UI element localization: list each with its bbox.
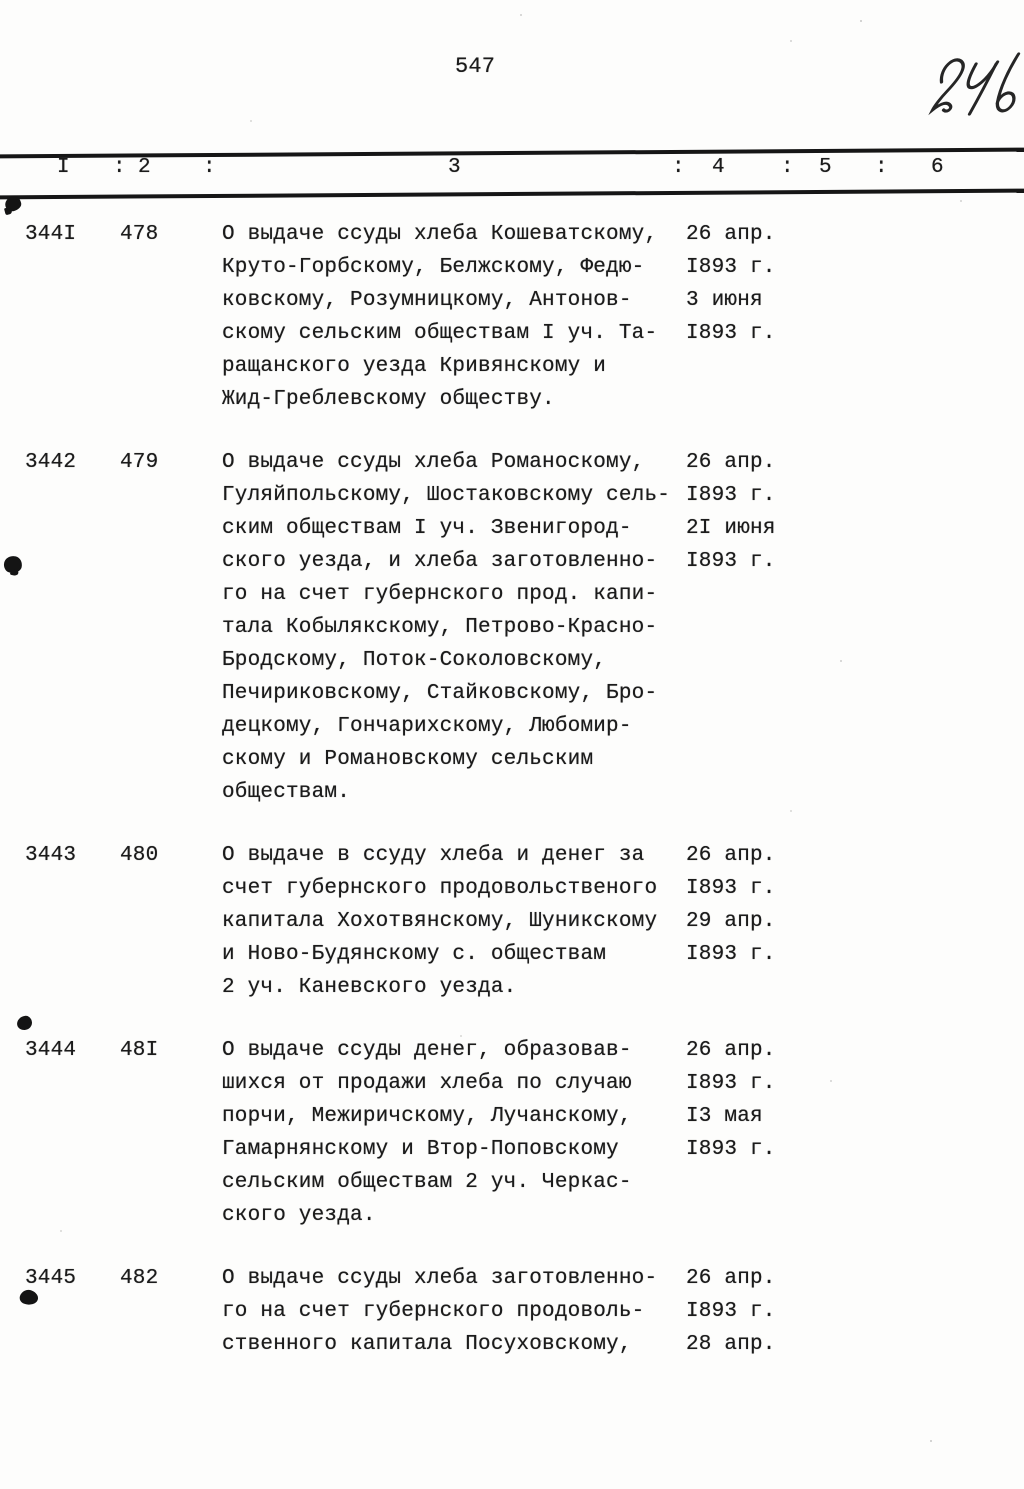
column-header-1: I bbox=[57, 156, 70, 179]
entry-description bbox=[222, 446, 686, 809]
date-line: 26 апр. bbox=[686, 844, 776, 867]
table-row bbox=[0, 1262, 1024, 1361]
column-separator: : bbox=[781, 156, 794, 179]
entry-dates bbox=[686, 839, 1024, 971]
entry-dates bbox=[686, 218, 1024, 350]
entry-description bbox=[222, 1034, 686, 1232]
date-line: 26 апр. bbox=[686, 1267, 776, 1290]
entry-number: 3442 bbox=[25, 451, 77, 474]
description-line: го на счет губернского прод. капи- bbox=[222, 583, 658, 606]
description-line: О выдаче в ссуду хлеба и денег за bbox=[222, 844, 645, 867]
description-line: шихся от продажи хлеба по случаю bbox=[222, 1072, 632, 1095]
entry-number: 3445 bbox=[25, 1267, 77, 1290]
date-line: I893 г. bbox=[686, 484, 776, 507]
header-rule-bottom bbox=[0, 189, 1024, 200]
column-separator: : bbox=[113, 156, 126, 179]
column-separator: : bbox=[875, 156, 888, 179]
column-separator: : bbox=[203, 156, 216, 179]
entry-case-number: 479 bbox=[120, 451, 159, 474]
description-line: Бродскому, Поток-Соколовскому, bbox=[222, 649, 607, 672]
entry-case-number: 482 bbox=[120, 1267, 159, 1290]
column-header-3: 3 bbox=[448, 156, 461, 179]
date-line: 3 июня bbox=[686, 289, 763, 312]
description-line: капитала Хохотвянскому, Шуникскому bbox=[222, 910, 658, 933]
description-line: обществам. bbox=[222, 781, 351, 804]
date-line: I893 г. bbox=[686, 1072, 776, 1095]
description-line: и Ново-Будянскому с. обществам bbox=[222, 943, 607, 966]
column-header-4: 4 bbox=[712, 156, 725, 179]
description-line: Гуляйпольскому, Шостаковскому сель- bbox=[222, 484, 671, 507]
entry-dates bbox=[686, 1262, 1024, 1361]
description-line: ственного капитала Посуховскому, bbox=[222, 1333, 632, 1356]
description-line: счет губернского продовольственого bbox=[222, 877, 658, 900]
description-line: Печириковскому, Стайковскому, Бро- bbox=[222, 682, 658, 705]
description-line: ковскому, Розумницкому, Антонов- bbox=[222, 289, 632, 312]
entry-case-number: 480 bbox=[120, 844, 159, 867]
column-header-6: 6 bbox=[931, 156, 944, 179]
table-row bbox=[0, 446, 1024, 809]
date-line: 26 апр. bbox=[686, 451, 776, 474]
date-line: I893 г. bbox=[686, 943, 776, 966]
entry-case-number: 48I bbox=[120, 1039, 159, 1062]
date-line: I893 г. bbox=[686, 1300, 776, 1323]
folio-246-drawing bbox=[926, 46, 1022, 132]
description-line: 2 уч. Каневского уезда. bbox=[222, 976, 517, 999]
description-line: О выдаче ссуды хлеба Кошеватскому, bbox=[222, 223, 658, 246]
entry-number: 344I bbox=[25, 223, 77, 246]
description-line: Жид-Греблевскому обществу. bbox=[222, 388, 555, 411]
description-line: ским обществам I уч. Звенигород- bbox=[222, 517, 632, 540]
description-line: О выдаче ссуды хлеба Романоскому, bbox=[222, 451, 645, 474]
entry-description bbox=[222, 1262, 686, 1361]
column-header-2: 2 bbox=[138, 156, 151, 179]
handwritten-folio-number bbox=[926, 46, 1022, 132]
entry-dates bbox=[686, 446, 1024, 578]
description-line: О выдаче ссуды денег, образовав- bbox=[222, 1039, 632, 1062]
table-row bbox=[0, 1034, 1024, 1232]
entry-number: 3444 bbox=[25, 1039, 77, 1062]
table-row bbox=[0, 218, 1024, 416]
description-line: скому сельским обществам I уч. Та- bbox=[222, 322, 658, 345]
date-line: 2I июня bbox=[686, 517, 776, 540]
column-header-5: 5 bbox=[819, 156, 832, 179]
table-body bbox=[0, 218, 1024, 1391]
description-line: скому и Романовскому сельским bbox=[222, 748, 594, 771]
description-line: го на счет губернского продоволь- bbox=[222, 1300, 645, 1323]
table-row bbox=[0, 839, 1024, 1004]
table-column-headers bbox=[0, 156, 1024, 190]
date-line: 29 апр. bbox=[686, 910, 776, 933]
date-line: I3 мая bbox=[686, 1105, 763, 1128]
entry-description bbox=[222, 839, 686, 1004]
date-line: I893 г. bbox=[686, 550, 776, 573]
entry-dates bbox=[686, 1034, 1024, 1166]
date-line: 28 апр. bbox=[686, 1333, 776, 1356]
description-line: ского уезда. bbox=[222, 1204, 376, 1227]
entry-number: 3443 bbox=[25, 844, 77, 867]
date-line: I893 г. bbox=[686, 322, 776, 345]
date-line: I893 г. bbox=[686, 1138, 776, 1161]
date-line: I893 г. bbox=[686, 877, 776, 900]
description-line: ского уезда, и хлеба заготовленно- bbox=[222, 550, 658, 573]
description-line: Круто-Горбскому, Белжскому, Федю- bbox=[222, 256, 645, 279]
description-line: порчи, Межиричскому, Лучанскому, bbox=[222, 1105, 632, 1128]
description-line: Гамарнянскому и Втор-Поповскому bbox=[222, 1138, 619, 1161]
entry-description bbox=[222, 218, 686, 416]
date-line: I893 г. bbox=[686, 256, 776, 279]
column-separator: : bbox=[672, 156, 685, 179]
description-line: тала Кобылякскому, Петрово-Красно- bbox=[222, 616, 658, 639]
scan-specks bbox=[520, 14, 522, 16]
date-line: 26 апр. bbox=[686, 223, 776, 246]
description-line: ращанского уезда Кривянскому и bbox=[222, 355, 607, 378]
entry-case-number: 478 bbox=[120, 223, 159, 246]
description-line: децкому, Гончарихскому, Любомир- bbox=[222, 715, 632, 738]
description-line: сельским обществам 2 уч. Черкас- bbox=[222, 1171, 632, 1194]
description-line: О выдаче ссуды хлеба заготовленно- bbox=[222, 1267, 658, 1290]
page-number: 547 bbox=[455, 54, 496, 79]
date-line: 26 апр. bbox=[686, 1039, 776, 1062]
